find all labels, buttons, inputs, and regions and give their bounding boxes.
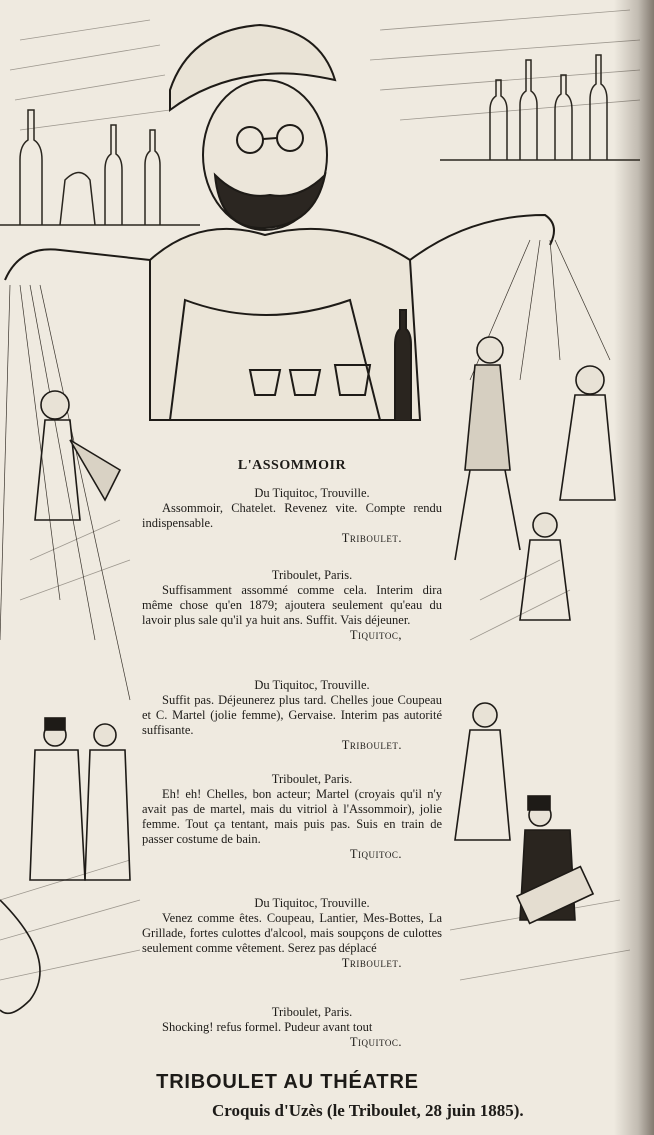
telegram-message — [142, 1005, 442, 1050]
telegram-signature: Triboulet. — [341, 531, 402, 545]
telegram-exchange — [142, 430, 442, 1060]
telegram-signature: Tiquitoc. — [349, 1035, 402, 1049]
telegram-body: Venez comme êtes. Coupeau, Lantier, Mes-Bottes, La Grillade, fortes culottes d'alcool, mais soupçons de culottes seulement comme vêtement. Serez pas déplacé — [142, 911, 442, 955]
telegram-body: Suffit pas. Déjeunerez plus tard. Chelles joue Coupeau et C. Martel (jolie femme), Gervaise. Interim pas autorité suffisante. — [142, 693, 442, 737]
telegram-header: Du Tiquitoc, Trouville. — [254, 896, 370, 910]
telegram-message — [142, 486, 442, 546]
illustration-caption: Croquis d'Uzès (le Triboulet, 28 juin 1885). — [212, 1101, 524, 1120]
telegram-header: Triboulet, Paris. — [271, 772, 353, 786]
telegram-signature: Triboulet. — [341, 956, 402, 970]
page-title: TRIBOULET AU THÉATRE — [156, 1071, 419, 1093]
telegram-header: Du Tiquitoc, Trouville. — [254, 486, 370, 500]
telegram-message — [142, 568, 442, 643]
telegram-header: Du Tiquitoc, Trouville. — [254, 678, 370, 692]
telegram-body: Eh! eh! Chelles, bon acteur; Martel (croyais qu'il n'y avait pas de martel, mais du vitriol à l'Assommoir), jolie femme. Tout ça tentant, mais puis pas. Suis en train de passer costume de bain. — [142, 787, 442, 846]
book-gutter-shadow — [614, 0, 654, 1135]
telegram-signature: Triboulet. — [341, 738, 402, 752]
telegram-message — [142, 772, 442, 862]
telegram-body: Assommoir, Chatelet. Revenez vite. Compte rendu indispensable. — [142, 501, 442, 530]
telegram-body: Suffisamment assommé comme cela. Interim dira même chose qu'en 1879; ajoutera seulement qu'eau du lavoir plus sale qu'il ya huit ans. Suffit. Vais déjeuner. — [142, 583, 442, 627]
telegram-signature: Tiquitoc. — [349, 847, 402, 861]
telegram-signature: Tiquitoc, — [349, 628, 402, 642]
telegram-message — [142, 678, 442, 753]
telegram-header: Triboulet, Paris. — [271, 568, 353, 582]
telegram-header: Triboulet, Paris. — [271, 1005, 353, 1019]
telegram-body: Shocking! refus formel. Pudeur avant tout — [162, 1020, 373, 1034]
telegram-message — [142, 896, 442, 971]
article-heading: L'ASSOMMOIR — [237, 458, 347, 473]
